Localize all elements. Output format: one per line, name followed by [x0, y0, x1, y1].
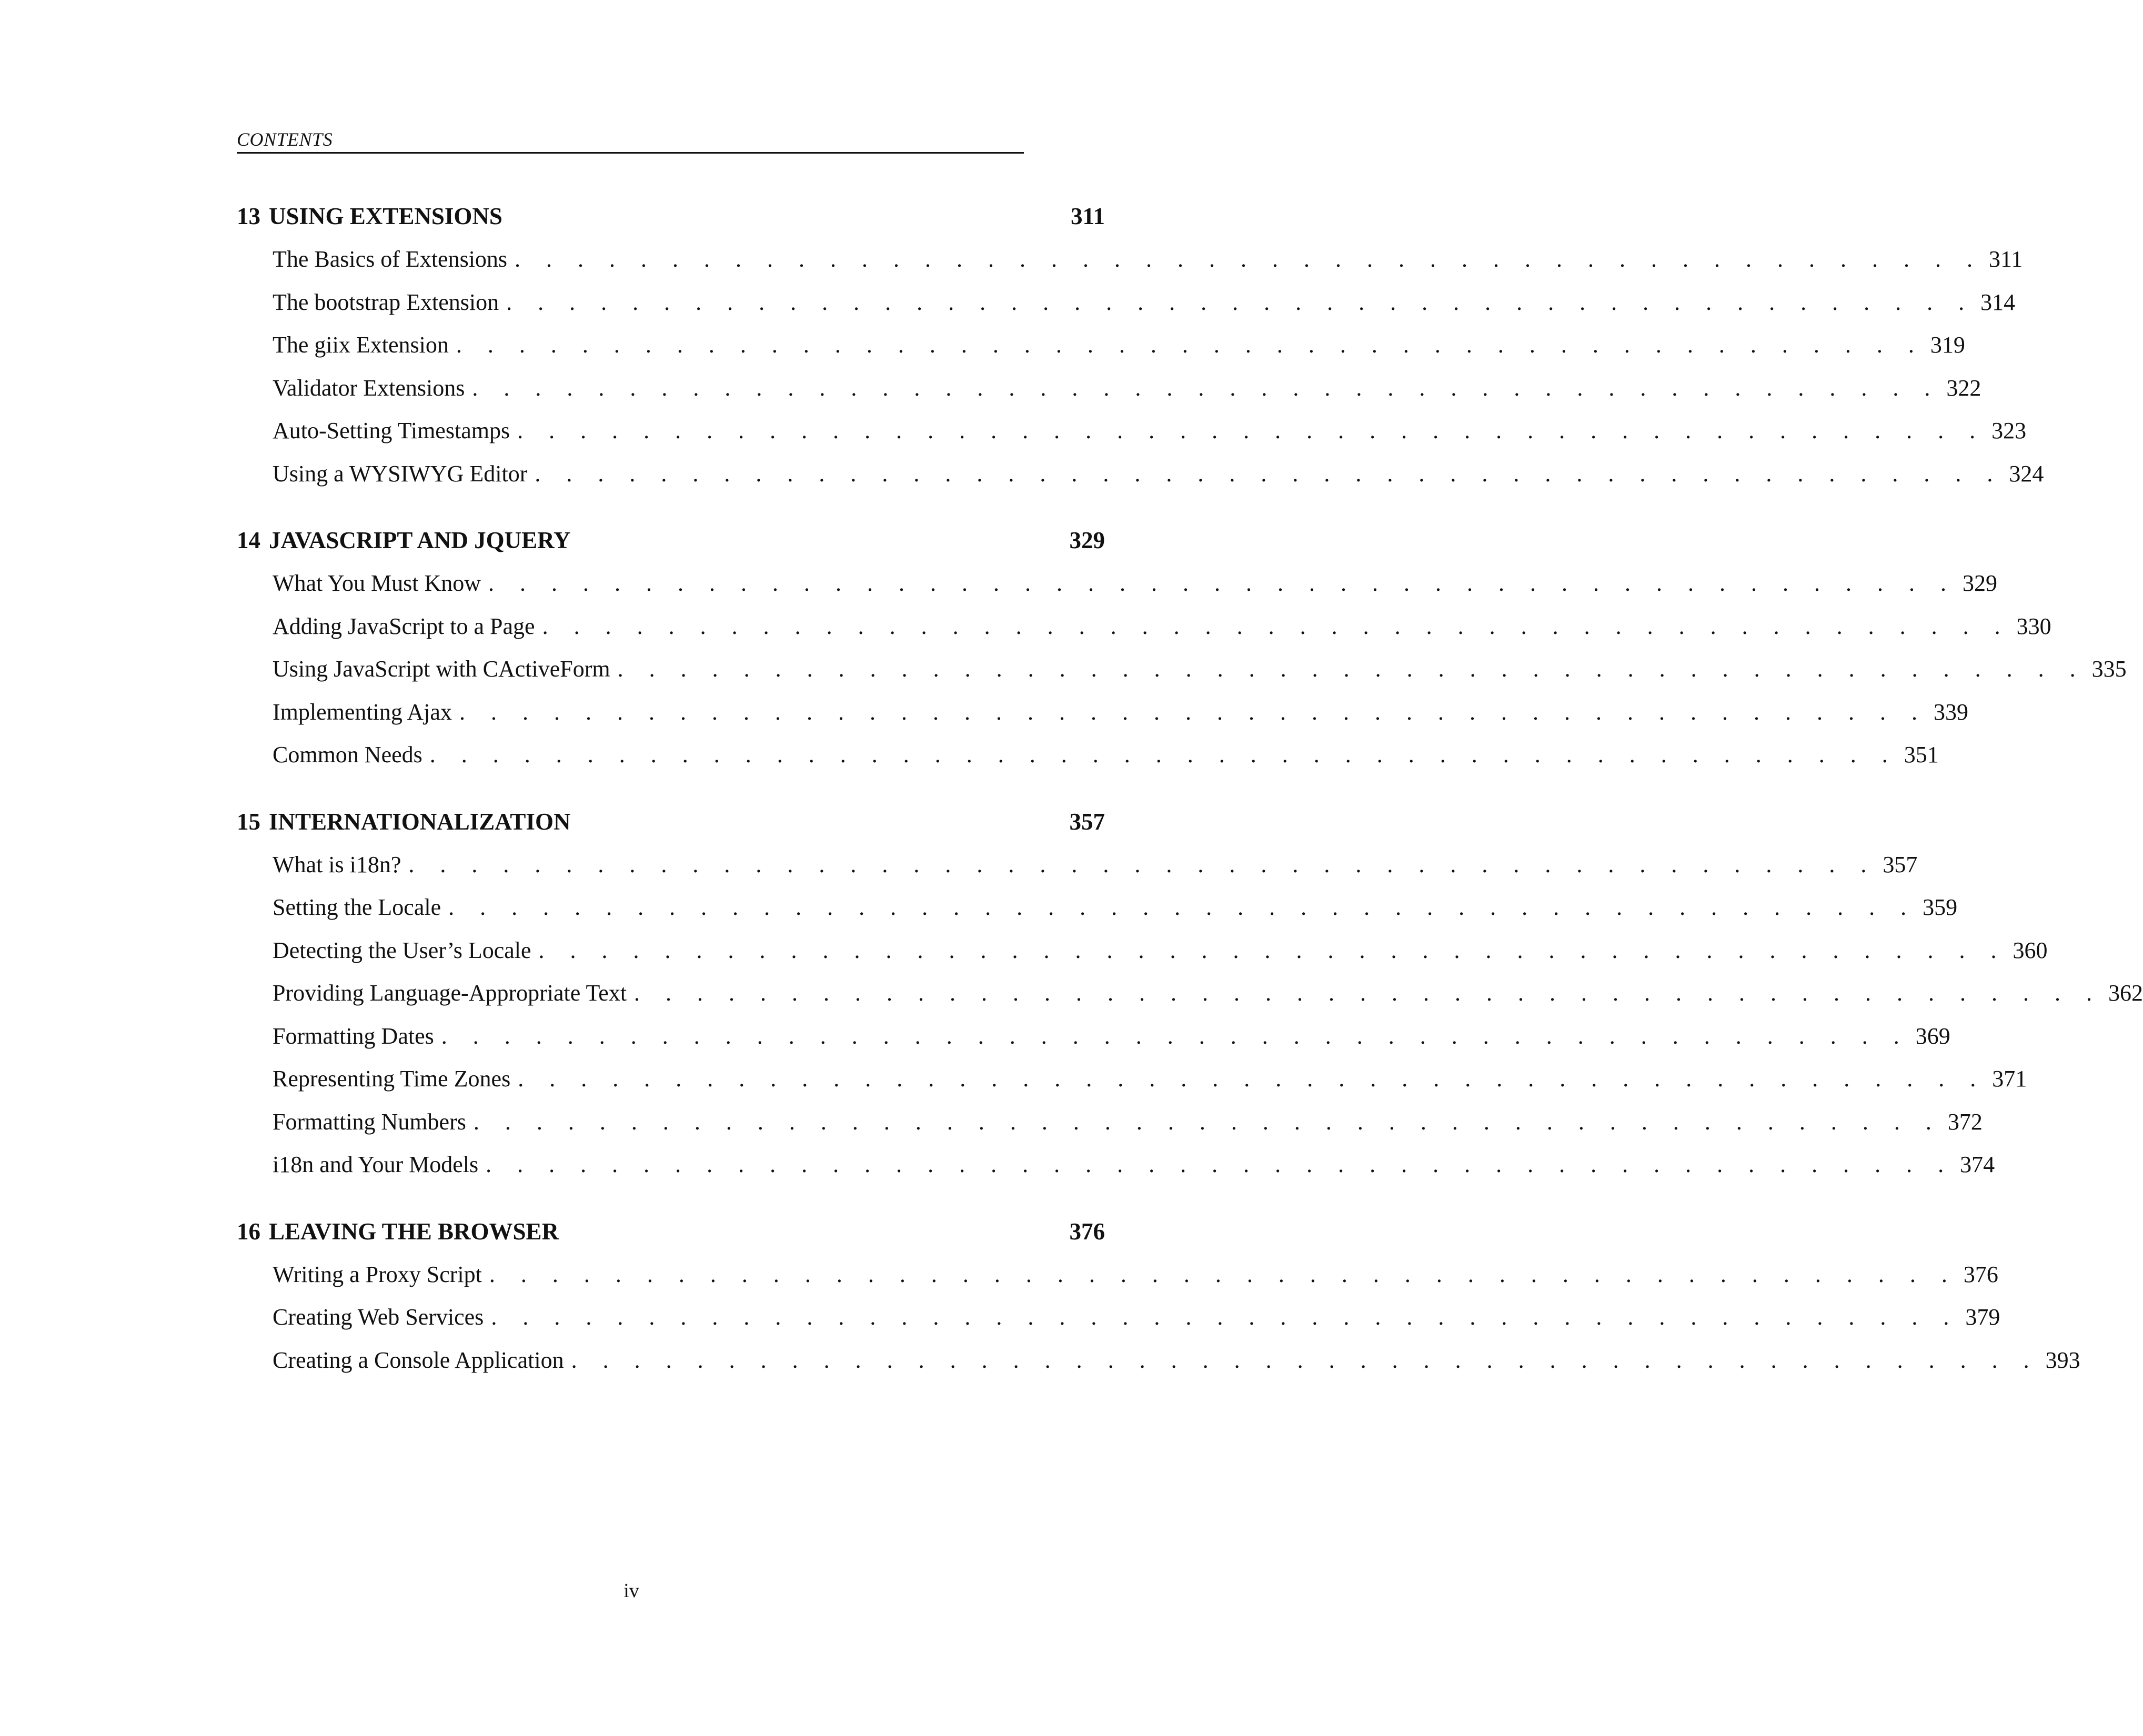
entry-title: Validator Extensions — [273, 375, 465, 401]
toc-entry[interactable] — [237, 1015, 1950, 1058]
toc-entry[interactable] — [237, 562, 1998, 605]
entry-page: 362 — [2108, 980, 2143, 1006]
chapter-heading[interactable] — [237, 519, 1105, 562]
toc-entry[interactable] — [237, 409, 2027, 452]
entry-page: 323 — [1991, 418, 2027, 443]
toc-entry[interactable] — [237, 1339, 2080, 1382]
chapter-label — [237, 800, 570, 843]
dot-leader: . . . . . . . . . . . . . . . . . . . . . . . . . . . . . . . . . . . . . . . . . . . . . . . — [518, 1066, 1986, 1092]
toc-entry[interactable] — [237, 972, 2143, 1015]
dot-leader: . . . . . . . . . . . . . . . . . . . . . . . . . . . . . . . . . . . . . . . . . . . . . . . — [491, 1304, 1959, 1330]
chapter-heading[interactable] — [237, 1210, 1105, 1253]
entry-title: Creating a Console Application — [273, 1347, 564, 1373]
page-number: iv — [623, 1580, 639, 1602]
entry-page: 372 — [1947, 1108, 1983, 1135]
entry-title: Implementing Ajax — [273, 699, 452, 725]
header-rule — [237, 152, 1024, 154]
entry-page: 324 — [2009, 460, 2044, 487]
toc-entry[interactable] — [237, 1253, 1998, 1296]
chapter-page: 376 — [1069, 1218, 1105, 1245]
entry-title: The bootstrap Extension — [273, 289, 499, 315]
dot-leader: . . . . . . . . . . . . . . . . . . . . . . . . . . . . . . . . . . . . . . . . . . . . . . . — [459, 699, 1927, 725]
running-header: CONTENTS — [237, 129, 333, 150]
chapter-page: 329 — [1069, 527, 1105, 553]
entry-title: i18n and Your Models — [273, 1152, 479, 1177]
toc-entry[interactable] — [237, 324, 1965, 367]
entry-page: 322 — [1946, 375, 1981, 401]
entry-title: Using JavaScript with CActiveForm — [273, 656, 610, 682]
toc-entry[interactable] — [237, 733, 1939, 776]
entry-page: 359 — [1923, 894, 1958, 920]
dot-leader: . . . . . . . . . . . . . . . . . . . . . . . . . . . . . . . . . . . . . . . . . . . . . . . — [506, 289, 1975, 315]
entry-title: The Basics of Extensions — [273, 246, 508, 272]
entry-page: 376 — [1963, 1261, 1998, 1287]
entry-title: Creating Web Services — [273, 1304, 484, 1330]
chapter-heading[interactable] — [237, 195, 1105, 238]
entry-title: Using a WYSIWYG Editor — [273, 460, 528, 487]
toc-entry[interactable] — [237, 452, 2044, 496]
chapter-13 — [237, 195, 2044, 495]
toc-entry[interactable] — [237, 238, 2023, 281]
dot-leader: . . . . . . . . . . . . . . . . . . . . . . . . . . . . . . . . . . . . . . . . . . . . . . . — [538, 937, 2007, 963]
entry-page: 379 — [1965, 1304, 2000, 1330]
toc-entry[interactable] — [237, 1296, 2000, 1339]
dot-leader: . . . . . . . . . . . . . . . . . . . . . . . . . . . . . . . . . . . . . . . . . . . . . . . — [634, 980, 2102, 1006]
dot-leader: . . . . . . . . . . . . . . . . . . . . . . . . . . . . . . . . . . . . . . . . . . . . . . . — [472, 375, 1940, 401]
toc-entry[interactable] — [237, 605, 2051, 648]
dot-leader: . . . . . . . . . . . . . . . . . . . . . . . . . . . . . . . . . . . . . . . . . . . . . . . — [441, 1023, 1909, 1049]
dot-leader: . . . . . . . . . . . . . . . . . . . . . . . . . . . . . . . . . . . . . . . . . . . . . . . — [489, 1261, 1957, 1287]
entry-page: 335 — [2091, 656, 2127, 682]
entry-page: 329 — [1963, 570, 1998, 596]
toc-entry[interactable] — [237, 1057, 2027, 1101]
entry-page: 357 — [1883, 851, 1918, 877]
chapter-title: USING EXTENSIONS — [269, 203, 502, 229]
entry-title: What You Must Know — [273, 570, 481, 596]
entry-title: Writing a Proxy Script — [273, 1261, 482, 1287]
chapter-number: 13 — [237, 203, 260, 229]
entry-title: Auto-Setting Timestamps — [273, 418, 510, 443]
chapter-title: INTERNATIONALIZATION — [269, 808, 571, 835]
chapter-label — [237, 519, 571, 562]
dot-leader: . . . . . . . . . . . . . . . . . . . . . . . . . . . . . . . . . . . . . . . . . . . . . . . — [535, 460, 2003, 487]
entry-title: Formatting Dates — [273, 1023, 434, 1049]
dot-leader: . . . . . . . . . . . . . . . . . . . . . . . . . . . . . . . . . . . . . . . . . . . . . . . — [456, 332, 1924, 358]
chapter-label — [237, 195, 502, 238]
dot-leader: . . . . . . . . . . . . . . . . . . . . . . . . . . . . . . . . . . . . . . . . . . . . . . . — [408, 851, 1877, 877]
dot-leader: . . . . . . . . . . . . . . . . . . . . . . . . . . . . . . . . . . . . . . . . . . . . . . . — [515, 246, 1983, 272]
dot-leader: . . . . . . . . . . . . . . . . . . . . . . . . . . . . . . . . . . . . . . . . . . . . . . . — [571, 1347, 2039, 1373]
chapter-page: 357 — [1069, 808, 1105, 835]
entry-page: 319 — [1930, 332, 1965, 358]
chapter-number: 15 — [237, 808, 260, 835]
chapter-title: LEAVING THE BROWSER — [269, 1218, 559, 1245]
entry-page: 351 — [1904, 742, 1939, 768]
toc-entry[interactable] — [237, 843, 1918, 886]
chapter-number: 16 — [237, 1218, 260, 1245]
dot-leader: . . . . . . . . . . . . . . . . . . . . . . . . . . . . . . . . . . . . . . . . . . . . . . . — [488, 570, 1957, 596]
table-of-contents — [237, 195, 2143, 1405]
entry-page: 369 — [1915, 1023, 1950, 1049]
chapter-label — [237, 1210, 559, 1253]
entry-title: The giix Extension — [273, 332, 449, 358]
entry-title: What is i18n? — [273, 851, 401, 877]
toc-entry[interactable] — [237, 1143, 1995, 1186]
chapter-number: 14 — [237, 527, 260, 553]
chapter-heading[interactable] — [237, 800, 1105, 843]
entry-title: Setting the Locale — [273, 894, 441, 920]
chapter-15 — [237, 800, 2143, 1186]
toc-entry[interactable] — [237, 1101, 1983, 1144]
entry-page: 314 — [1980, 289, 2016, 315]
dot-leader: . . . . . . . . . . . . . . . . . . . . . . . . . . . . . . . . . . . . . . . . . . . . . . . — [429, 742, 1898, 768]
toc-entry[interactable] — [237, 648, 2127, 691]
chapter-14 — [237, 519, 2127, 776]
dot-leader: . . . . . . . . . . . . . . . . . . . . . . . . . . . . . . . . . . . . . . . . . . . . . . . — [617, 656, 2086, 682]
entry-title: Providing Language-Appropriate Text — [273, 980, 627, 1006]
dot-leader: . . . . . . . . . . . . . . . . . . . . . . . . . . . . . . . . . . . . . . . . . . . . . . . — [448, 894, 1917, 920]
toc-entry[interactable] — [237, 281, 2016, 324]
dot-leader: . . . . . . . . . . . . . . . . . . . . . . . . . . . . . . . . . . . . . . . . . . . . . . . — [517, 418, 1986, 443]
entry-page: 360 — [2013, 937, 2048, 963]
dot-leader: . . . . . . . . . . . . . . . . . . . . . . . . . . . . . . . . . . . . . . . . . . . . . . . — [542, 613, 2010, 639]
entry-page: 311 — [1989, 246, 2023, 272]
toc-entry[interactable] — [237, 691, 1968, 734]
entry-page: 339 — [1933, 699, 1968, 725]
chapter-title: JAVASCRIPT AND JQUERY — [269, 527, 571, 553]
entry-title: Representing Time Zones — [273, 1066, 511, 1092]
entry-page: 330 — [2016, 613, 2051, 639]
dot-leader: . . . . . . . . . . . . . . . . . . . . . . . . . . . . . . . . . . . . . . . . . . . . . . . — [486, 1152, 1954, 1177]
entry-page: 371 — [1992, 1066, 2027, 1092]
entry-page: 393 — [2045, 1347, 2080, 1373]
toc-entry[interactable] — [237, 367, 1981, 410]
toc-entry[interactable] — [237, 929, 2048, 972]
toc-entry[interactable] — [237, 886, 1958, 929]
entry-page: 374 — [1960, 1152, 1995, 1177]
entry-title: Adding JavaScript to a Page — [273, 613, 535, 639]
chapter-16 — [237, 1210, 2080, 1382]
entry-title: Detecting the User’s Locale — [273, 937, 531, 963]
entry-title: Common Needs — [273, 742, 422, 768]
dot-leader: . . . . . . . . . . . . . . . . . . . . . . . . . . . . . . . . . . . . . . . . . . . . . . . — [473, 1108, 1941, 1135]
entry-title: Formatting Numbers — [273, 1108, 466, 1135]
chapter-page: 311 — [1070, 203, 1105, 229]
